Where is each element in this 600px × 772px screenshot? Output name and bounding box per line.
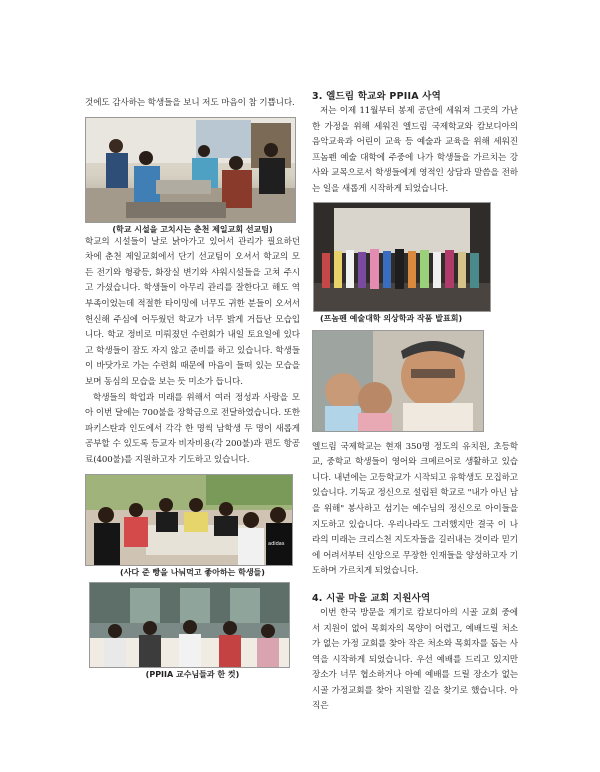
photo-fashion-show [313, 202, 491, 312]
paragraph-eldream: 엘드림 국제학교는 현재 350명 정도의 유치원, 초등학교, 중학교 학생들이 영어와 크메르어로 생활하고 있습니다. 내년에는 고등학교가 시작되고 유학생도 모집하고 있습니다. 기독교 정신으로 설립된 학교로 "내가 아닌 남을 위해" 봉사하고 섬기는 예수님의 정신으로 아이들을 지도하고 있습니다. 우리나라도 그러했지만 결국 이 나라의 미래는 크리스천 지도자들을 길러내는 것이라 믿기에 어려서부터 신앙으로 무장한 인재들을 양성하고자 기도하며 가르치게 되었습니다. [312, 441, 518, 577]
photo-mission-team-caption: (학교 시설을 고치시는 춘천 제일교회 선교팀) [112, 224, 273, 234]
adidas-logo: adidas [268, 540, 285, 547]
paragraph-scholarship: 학생들의 학업과 미래를 위해서 여러 정성과 사랑을 모아 이번 달에는 700불을 장학금으로 전달하였습니다. 또한 파키스탄과 인도에서 각각 한 명씩 남학생 두 명이 새롭게 공부할 수 있도록 등교자 비자비용(각 200불)과 편도 항공료(400불)를 지원하고자 기도하고 있습니다. [85, 392, 300, 465]
photo-mission-team-image [86, 118, 295, 222]
photo-professors-image [90, 583, 289, 667]
section3-text: 저는 이제 11월부터 봉제 공단에 세워져 그곳의 가난한 가정을 위해 세워진 엘드림 국제학교와 캄보디아의 음악교육과 어린이 교육 등 예술과 교육을 위해 세워진 프놈펜 예술 대학에 주중에 나가 학생들을 가르치는 강사와 교목으로서 학생들에게 영적인 상담과 말씀을 전하는 일을 새롭게 시작하게 되었습니다. [312, 106, 518, 194]
photo-selfie-children [312, 330, 484, 432]
photo-fashion-show-caption: (프놈펜 예술대학 의상학과 작품 발표회) [320, 313, 463, 323]
photo-fashion-show-image [314, 203, 490, 311]
photo-professors-caption: (PPIIA 교수님들과 한 컷) [145, 669, 240, 679]
photo-students-bread-image [86, 475, 292, 565]
photo-students-bread-caption: (사다 준 빵을 나눠먹고 좋아하는 학생들) [120, 567, 265, 577]
right-column [312, 88, 518, 715]
section4-title: 4. 시골 마을 교회 지원사역 [312, 592, 431, 604]
photo-selfie-children-image [313, 331, 483, 431]
photo-professors [89, 582, 290, 668]
photo-mission-team [85, 117, 296, 223]
section4-text: 이번 한국 방문을 계기로 캄보디아의 시골 교회 중에서 지원이 없어 목회자의 목양이 어렵고, 예배드릴 처소가 없는 가정 교회를 찾아 작은 처소와 목회자를 돕는 사역을 시작하게 되었습니다. 우선 예배를 드리고 있지만 장소가 너무 협소하거나 아예 예배를 드릴 장소가 없는 시골 가정교회를 찾아 지원할 길을 찾기로 했습니다. 아직은 [312, 607, 518, 712]
left-column [85, 96, 300, 680]
intro-text: 것에도 감사하는 학생들을 보니 저도 마음이 참 기쁩니다. [85, 98, 295, 108]
photo-students-bread [85, 474, 293, 566]
section3-title: 3. 엘드림 학교와 PPIIA 사역 [312, 91, 442, 102]
paragraph-facilities: 학교의 시설들이 날로 낡아가고 있어서 관리가 필요하던 차에 춘천 제일교회에서 단기 선교팀이 오셔서 학교의 모든 전기와 형광등, 화장실 변기와 샤워시설들을 고쳐 주시고 가셨습니다. 학생들이 아무리 관리를 잘한다고 해도 역부족이었는데 적절한 타이밍에 너무도 귀한 분들이 오셔서 헌신해 주심에 어두웠던 학교가 너무 밝게 거듭난 모습입니다. 학교 정비로 미뤄졌던 수련회가 내일 토요일에 있다고 학생들이 잠도 자지 않고 준비를 하고 있습니다. 학생들이 바닷가로 가는 수련회 때문에 마음이 들떠 있는 모습을 보며 동심의 모습을 보는 듯 미소가 듭니다. [85, 236, 300, 387]
